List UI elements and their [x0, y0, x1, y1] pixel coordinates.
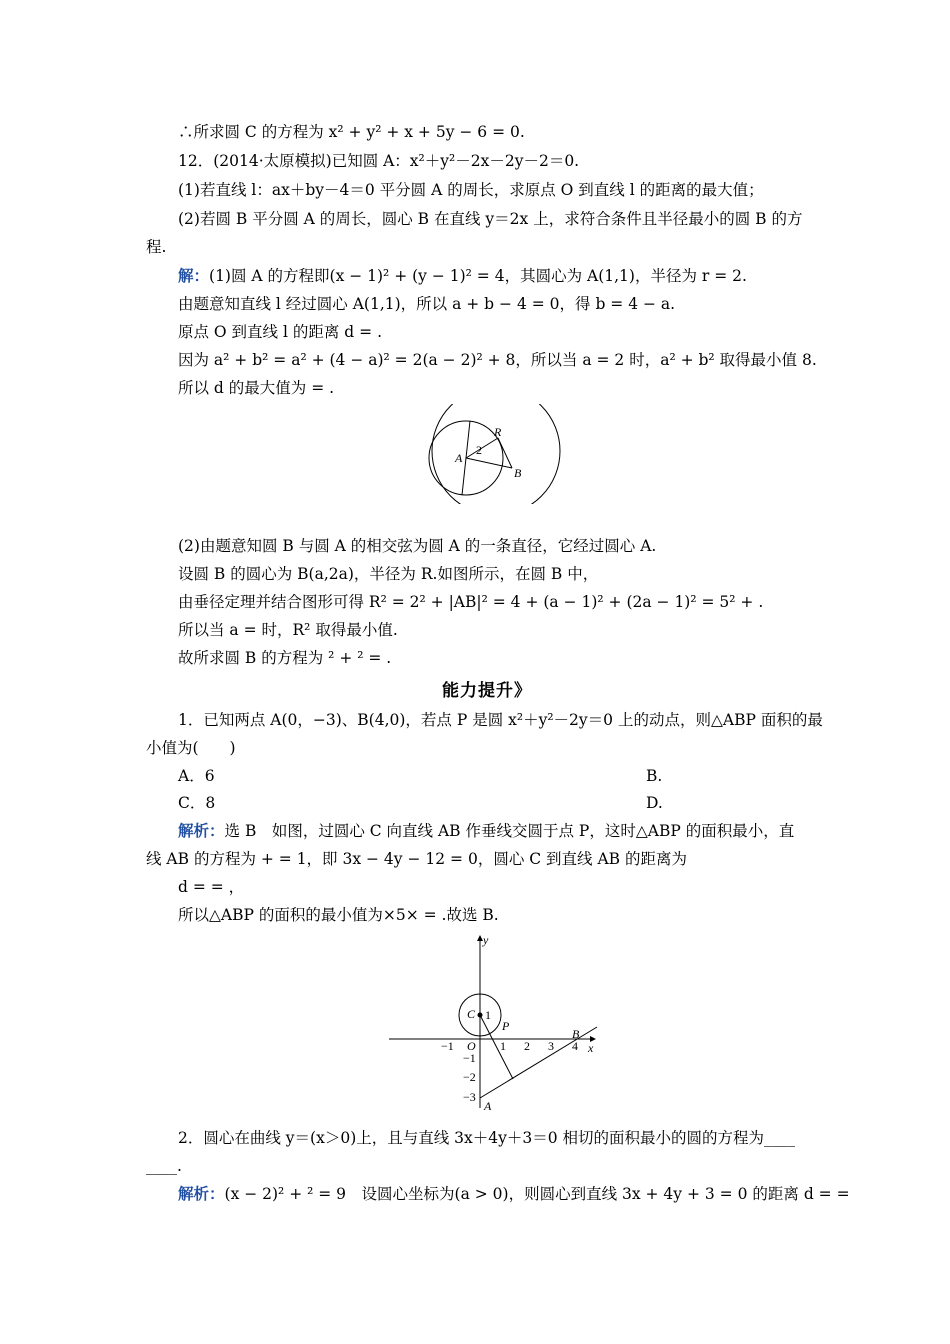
label-r: R — [494, 425, 502, 439]
text-line: 线 AB 的方程为 + = 1，即 3x − 4y − 12 = 0，圆心 C 到直线 AB 的距离为 — [146, 850, 687, 868]
text-line: (2)由题意知圆 B 与圆 A 的相交弦为圆 A 的一条直径，它经过圆心 A. — [178, 537, 657, 555]
text-line: 所以 d 的最大值为 = . — [178, 379, 335, 397]
x-axis-label: x — [588, 1041, 594, 1055]
x-tick-label: 4 — [572, 1039, 578, 1053]
text-line: 故所求圆 B 的方程为 ² + ² = . — [178, 649, 392, 667]
label-a: A — [484, 1099, 492, 1113]
solution-line — [178, 821, 794, 841]
problem-12-part2-cont: 程. — [146, 238, 167, 256]
label-b: B — [572, 1027, 580, 1041]
y-axis-label: y — [483, 933, 489, 947]
solution-label: 解： — [178, 266, 210, 285]
two-circles-figure — [424, 404, 564, 504]
solution-text: (1)圆 A 的方程即(x − 1)² + (y − 1)² = 4，其圆心为 A(1,1)，半径为 r = 2. — [209, 267, 747, 285]
analysis-label: 解析： — [178, 821, 225, 840]
x-tick-label: 2 — [524, 1039, 530, 1053]
label-a: A — [455, 451, 463, 465]
analysis-text: (x − 2)² + ² = 9 设圆心坐标为(a > 0)，则圆心到直线 3x + 4y + 3 = 0 的距离 d = = — [224, 1185, 850, 1203]
problem-1-cont: 小值为( ) — [146, 739, 236, 757]
radius-line — [466, 438, 498, 458]
text-line: ∴所求圆 C 的方程为 x² + y² + x + 5y − 6 = 0. — [178, 123, 525, 141]
x-tick-label: 1 — [500, 1039, 506, 1053]
problem-12: 12．(2014·太原模拟)已知圆 A：x²＋y²－2x－2y－2＝0. — [178, 152, 580, 170]
circle-b — [432, 404, 560, 504]
text-line: 所以△ABP 的面积的最小值为×5× = .故选 B. — [178, 906, 499, 924]
option-b: B. — [646, 767, 663, 785]
label-p: P — [502, 1019, 510, 1033]
y-tick-label: −3 — [463, 1090, 476, 1104]
label-c: C — [467, 1007, 476, 1021]
problem-12-part1: (1)若直线 l：ax＋by－4＝0 平分圆 A 的周长，求原点 O 到直线 l 的距离的最大值； — [178, 181, 764, 199]
text-line: 所以当 a = 时，R² 取得最小值. — [178, 621, 398, 639]
coordinate-figure — [385, 930, 605, 1115]
label-b: B — [514, 466, 522, 480]
text-line: d = = ， — [178, 878, 245, 896]
option-a: A．6 — [178, 767, 215, 785]
y-tick-label: −2 — [463, 1070, 476, 1084]
solution-line — [178, 266, 747, 286]
problem-2-cont: ____. — [146, 1157, 182, 1175]
y-tick-label: 1 — [485, 1008, 491, 1022]
problem-12-part2: (2)若圆 B 平分圆 A 的周长，圆心 B 在直线 y＝2x 上，求符合条件且半径最小的圆 B 的方 — [178, 210, 803, 228]
analysis-text: 选 B 如图，过圆心 C 向直线 AB 作垂线交圆于点 P，这时△ABP 的面积最小，直 — [224, 822, 795, 840]
option-c: C．8 — [178, 794, 216, 812]
x-tick-label: −1 — [441, 1039, 454, 1053]
problem-1: 1．已知两点 A(0，−3)、B(4,0)，若点 P 是圆 x²＋y²－2y＝0 上的动点，则△ABP 面积的最 — [178, 711, 823, 729]
origin-label: O — [467, 1039, 476, 1053]
text-line: 由题意知直线 l 经过圆心 A(1,1)，所以 a + b − 4 = 0，得 b = 4 − a. — [178, 295, 676, 313]
analysis-label: 解析： — [178, 1184, 225, 1203]
text-line: 原点 O 到直线 l 的距离 d = . — [178, 323, 382, 341]
segment-rb — [498, 438, 512, 468]
problem-2: 2．圆心在曲线 y＝(x＞0)上，且与直线 3x＋4y＋3＝0 相切的面积最小的圆的方程为____ — [178, 1129, 796, 1147]
x-tick-label: 3 — [548, 1039, 554, 1053]
y-tick-label: −1 — [463, 1051, 476, 1065]
text-line: 因为 a² + b² = a² + (4 − a)² = 2(a − 2)² + 8，所以当 a = 2 时，a² + b² 取得最小值 8. — [178, 351, 817, 369]
segment-ab — [466, 458, 512, 468]
solution-line — [178, 1184, 850, 1204]
label-two: 2 — [476, 443, 482, 457]
line-ab — [480, 1027, 597, 1098]
text-line: 设圆 B 的圆心为 B(a,2a)，半径为 R.如图所示，在圆 B 中， — [178, 565, 599, 583]
text-line: 由垂径定理并结合图形可得 R² = 2² + |AB|² = 4 + (a − 1)² + (2a − 1)² = 5² + . — [178, 593, 764, 611]
option-d: D. — [646, 794, 663, 812]
section-banner: 能力提升》 — [442, 681, 532, 701]
